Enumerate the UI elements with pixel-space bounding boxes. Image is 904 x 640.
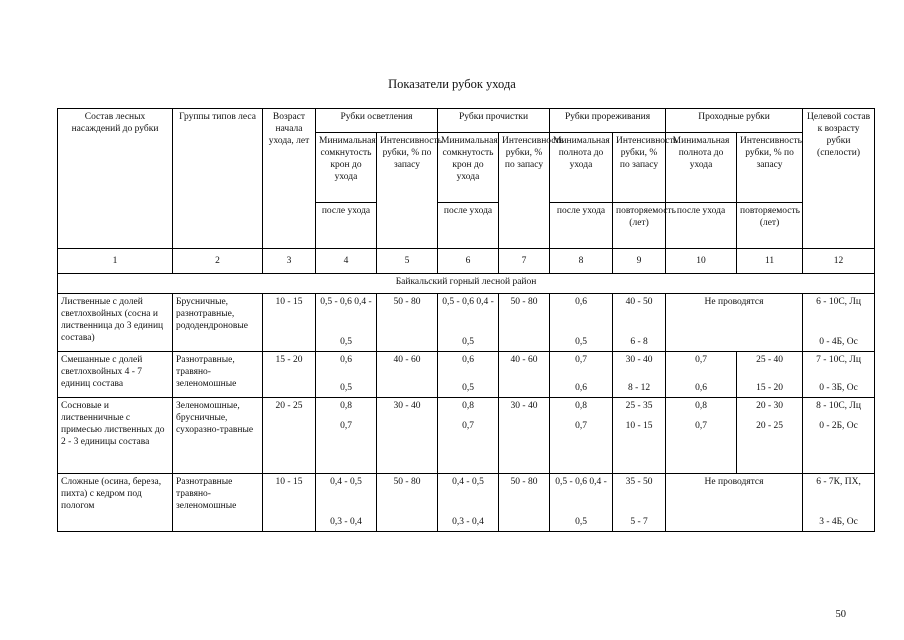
cell-value: 0 - 3Б, Ос (819, 383, 858, 393)
cell-not-conducted: Не проводятся (666, 294, 803, 352)
cell-composition: Лиственные с долей светлохвойных (сосна и лиственница до 3 единиц состава) (58, 294, 173, 352)
cell-not-conducted: Не проводятся (666, 474, 803, 532)
table-row (58, 352, 875, 398)
cell-value: 0,4 - 0,5 (452, 477, 484, 487)
cell-value: 10 - 15 (625, 421, 653, 431)
col-number: 5 (377, 249, 438, 274)
column-number-row (58, 249, 875, 274)
cell-value: 8 - 10С, Лц (816, 401, 861, 411)
cell-value: 7 - 10С, Лц (816, 355, 861, 365)
header-target: Целевой состав к возрасту рубки (спелости) (803, 109, 875, 249)
cell-value: 0,7 (575, 421, 587, 431)
cell-value: 0,3 - 0,4 (330, 517, 362, 527)
cell-composition: Сложные (осина, береза, пихта) с кедром под пологом (58, 474, 173, 532)
cell-value: 0 - 2Б, Ос (819, 421, 858, 431)
header-cleaning: Рубки прочистки (438, 109, 550, 133)
cell-value: 0,5 - 0,6 0,4 - (442, 297, 494, 307)
col-number: 9 (613, 249, 666, 274)
cell-groups: Разнотравные, травяно-зеленомошные (173, 352, 263, 398)
cell-value: 5 - 7 (630, 517, 648, 527)
cell-value: 35 - 50 (625, 477, 653, 487)
cell-groups: Зеленомошные, брусничные, сухоразно-травные (173, 398, 263, 474)
cell-value: 20 - 30 (756, 401, 783, 411)
cell-value: 0,6 (575, 297, 587, 307)
header-thinning: Рубки прореживания (550, 109, 666, 133)
cell-value: 0,5 - 0,6 0,4 - (555, 477, 607, 487)
cell-value: 25 - 40 (756, 355, 783, 365)
cell-value: 0,8 (695, 401, 707, 411)
cell-value: 0,6 (462, 355, 474, 365)
header-passage: Проходные рубки (666, 109, 803, 133)
cell-value: 0,5 - 0,6 0,4 - (320, 297, 372, 307)
cell-value: 0,3 - 0,4 (452, 517, 484, 527)
cell-value: 0,8 (575, 401, 587, 411)
document-title: Показатели рубок ухода (388, 77, 516, 91)
col-number: 7 (499, 249, 550, 274)
header-intensity-3: Интенсивность рубки, % по запасу (613, 133, 666, 203)
col-number: 6 (438, 249, 499, 274)
cell-value: 25 - 35 (625, 401, 653, 411)
cell-value: 0,5 (575, 517, 587, 527)
cell-value: 30 - 40 (625, 355, 653, 365)
cell-value: 50 - 80 (499, 294, 550, 352)
cell-value: 0,5 (575, 337, 587, 347)
col-number: 3 (263, 249, 316, 274)
cell-groups: Разнотравные травяно-зеленомошные (173, 474, 263, 532)
cell-value: 0,5 (462, 337, 474, 347)
cell-value: 3 - 4Б, Ос (819, 517, 858, 527)
cell-value: 50 - 80 (377, 474, 438, 532)
cell-value: 50 - 80 (377, 294, 438, 352)
col-number: 2 (173, 249, 263, 274)
col-number: 8 (550, 249, 613, 274)
header-after-1: после ухода (316, 203, 377, 249)
header-min-closure-2: Минимальная сомкнутость крон до ухода (438, 133, 499, 203)
cell-value: 50 - 80 (499, 474, 550, 532)
cell-value: 0,6 (695, 383, 707, 393)
col-number: 10 (666, 249, 737, 274)
region-name: Байкальский горный лесной район (58, 274, 875, 294)
header-intensity-2: Интенсивность рубки, % по запасу (499, 133, 550, 249)
cell-value: 0,6 (575, 383, 587, 393)
header-repeat-3: повторяемость (лет) (613, 203, 666, 249)
region-row (58, 274, 875, 294)
header-after-4: после ухода (666, 203, 737, 249)
header-after-2: после ухода (438, 203, 499, 249)
cell-value: 0,5 (340, 383, 352, 393)
page-number: 50 (835, 609, 846, 620)
cell-value: 0,8 (462, 401, 474, 411)
table-row (58, 294, 875, 352)
cell-value: 30 - 40 (499, 398, 550, 474)
header-composition: Состав лесных насаждений до рубки (58, 109, 173, 249)
cell-value: 0,4 - 0,5 (330, 477, 362, 487)
cell-value: 0 - 4Б, Ос (819, 337, 858, 347)
cell-value: 6 - 7К, ПХ, (816, 477, 861, 487)
header-forest-groups: Группы типов леса (173, 109, 263, 249)
table-row (58, 474, 875, 532)
cell-value: 40 - 50 (625, 297, 653, 307)
header-repeat-4: повторяемость (лет) (737, 203, 803, 249)
cell-value: 40 - 60 (377, 352, 438, 398)
col-number: 11 (737, 249, 803, 274)
cell-age: 15 - 20 (263, 352, 316, 398)
header-min-density-4: Минимальная полнота до ухода (666, 133, 737, 203)
cell-value: 0,7 (340, 421, 352, 431)
cell-value: 20 - 25 (756, 421, 783, 431)
col-number: 1 (58, 249, 173, 274)
cell-composition: Смешанные с долей светлохвойных 4 - 7 единиц состава (58, 352, 173, 398)
cell-value: 30 - 40 (377, 398, 438, 474)
cell-value: 0,7 (462, 421, 474, 431)
cell-age: 20 - 25 (263, 398, 316, 474)
header-start-age: Возраст начала ухода, лет (263, 109, 316, 249)
cell-value: 6 - 8 (630, 337, 648, 347)
cell-age: 10 - 15 (263, 474, 316, 532)
cell-value: 0,7 (695, 355, 707, 365)
cell-value: 0,6 (340, 355, 352, 365)
cell-value: 8 - 12 (627, 383, 651, 393)
header-intensity-4: Интенсивность рубки, % по запасу (737, 133, 803, 203)
thinning-indicators-table (57, 108, 875, 532)
cell-value: 40 - 60 (499, 352, 550, 398)
cell-value: 0,5 (462, 383, 474, 393)
header-min-closure-1: Минимальная сомкнутость крон до ухода (316, 133, 377, 203)
col-number: 12 (803, 249, 875, 274)
cell-value: 15 - 20 (756, 383, 783, 393)
col-number: 4 (316, 249, 377, 274)
header-after-3: после ухода (550, 203, 613, 249)
cell-composition: Сосновые и лиственничные с примесью лиственных до 2 - 3 единицы состава (58, 398, 173, 474)
cell-age: 10 - 15 (263, 294, 316, 352)
table-row (58, 398, 875, 474)
cell-groups: Брусничные, разнотравные, рододендроновые (173, 294, 263, 352)
cell-value: 6 - 10С, Лц (816, 297, 861, 307)
cell-value: 0,5 (340, 337, 352, 347)
cell-value: 0,7 (695, 421, 707, 431)
header-min-density-3: Минимальная полнота до ухода (550, 133, 613, 203)
header-intensity-1: Интенсивность рубки, % по запасу (377, 133, 438, 249)
header-clarification: Рубки осветления (316, 109, 438, 133)
cell-value: 0,8 (340, 401, 352, 411)
cell-value: 0,7 (575, 355, 587, 365)
